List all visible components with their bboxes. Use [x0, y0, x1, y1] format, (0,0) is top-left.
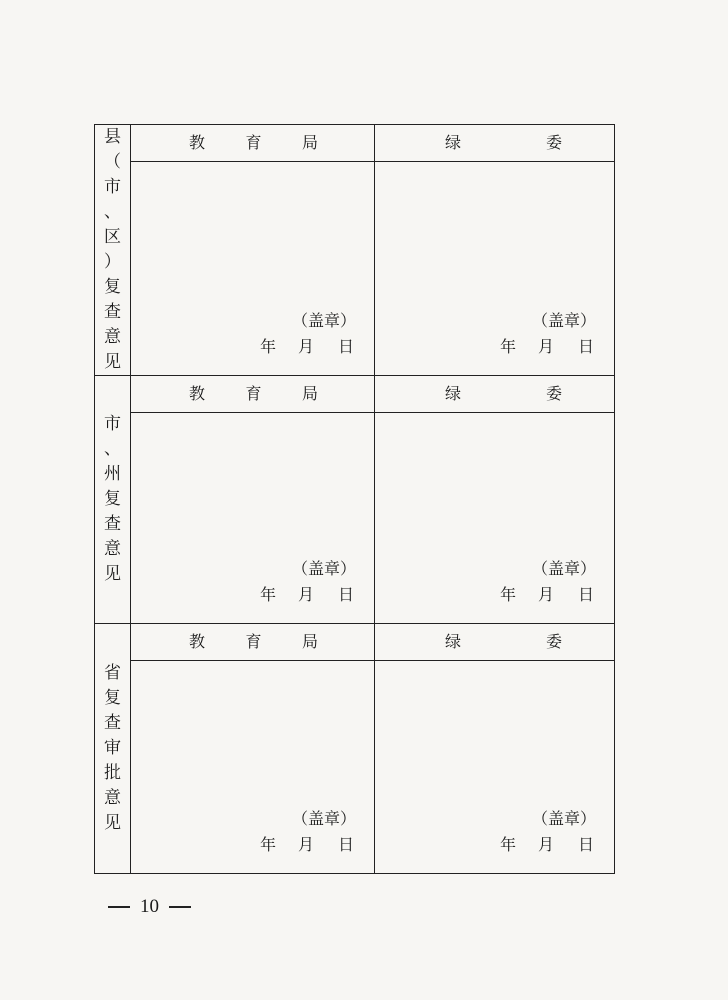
education-bureau-opinion-cell[interactable]	[131, 413, 375, 624]
section-label-char: 市	[104, 414, 121, 434]
greening-committee-header	[375, 624, 615, 661]
greening-committee-opinion-cell[interactable]	[375, 162, 615, 376]
seal-label: （盖章）	[291, 311, 356, 330]
date-year-label: 年	[259, 337, 276, 356]
date-day-label: 日	[577, 835, 594, 854]
date-line	[500, 582, 594, 605]
date-month-label: 月	[537, 337, 554, 356]
section-label-char: ）	[104, 252, 121, 272]
date-month-label: 月	[537, 585, 554, 604]
section-label-char: 审	[104, 738, 121, 758]
date-year-label: 年	[499, 337, 516, 356]
seal-label: （盖章）	[531, 809, 596, 828]
section-label-char: （	[104, 152, 121, 172]
department-name-char: 局	[301, 632, 318, 651]
date-day-label: 日	[577, 585, 594, 604]
section-label-char: 复	[104, 489, 121, 509]
section-header-row	[95, 624, 615, 661]
date-line	[500, 334, 594, 357]
date-line	[260, 334, 354, 357]
page-number-text: 10	[140, 896, 159, 917]
greening-committee-header	[375, 376, 615, 413]
greening-committee-opinion-cell[interactable]	[375, 661, 615, 874]
date-month-label: 月	[297, 337, 314, 356]
date-day-label: 日	[337, 585, 354, 604]
department-name-char: 局	[301, 384, 318, 403]
section-header-row	[95, 125, 615, 162]
page-number	[108, 896, 191, 918]
section-label-char: 意	[104, 539, 121, 559]
education-bureau-opinion-cell[interactable]	[131, 162, 375, 376]
department-name-char: 委	[545, 384, 562, 403]
department-name-char: 绿	[445, 133, 462, 153]
date-line	[500, 832, 594, 855]
section-label-char: 见	[104, 564, 121, 584]
page-number-dash-right	[169, 906, 191, 908]
review-opinion-table	[94, 124, 615, 874]
section-label	[95, 376, 131, 624]
education-bureau-header	[131, 376, 375, 413]
date-day-label: 日	[337, 337, 354, 356]
education-bureau-header	[131, 125, 375, 162]
department-name-char: 绿	[445, 384, 462, 403]
department-name-char: 教	[189, 133, 206, 153]
department-name-char: 委	[545, 133, 562, 153]
section-label-char: 意	[104, 788, 121, 808]
section-label-char: 复	[104, 688, 121, 708]
section-label-char: 意	[104, 327, 121, 347]
section-label-char: 区	[104, 227, 121, 247]
section-body-row	[95, 413, 615, 624]
department-name-char: 教	[189, 384, 206, 403]
section-label	[95, 125, 131, 376]
greening-committee-header	[375, 125, 615, 162]
department-name-char: 绿	[445, 632, 462, 651]
date-year-label: 年	[259, 835, 276, 854]
date-day-label: 日	[577, 337, 594, 356]
education-bureau-header	[131, 624, 375, 661]
section-label	[95, 624, 131, 874]
date-month-label: 月	[297, 585, 314, 604]
date-day-label: 日	[337, 835, 354, 854]
date-line	[260, 582, 354, 605]
date-year-label: 年	[499, 835, 516, 854]
seal-label: （盖章）	[531, 311, 596, 330]
section-label-char: 查	[104, 302, 121, 322]
section-body-row	[95, 661, 615, 874]
department-name-char: 教	[189, 632, 206, 651]
department-name-char: 局	[301, 133, 318, 153]
department-name-char: 育	[245, 632, 262, 651]
section-label-char: 州	[104, 464, 121, 484]
greening-committee-opinion-cell[interactable]	[375, 413, 615, 624]
seal-label: （盖章）	[531, 559, 596, 578]
page-number-dash-left	[108, 906, 130, 908]
section-label-char: 省	[104, 663, 121, 683]
section-label-char: 见	[104, 352, 121, 372]
education-bureau-opinion-cell[interactable]	[131, 661, 375, 874]
date-year-label: 年	[499, 585, 516, 604]
section-body-row	[95, 162, 615, 376]
department-name-char: 育	[245, 384, 262, 403]
section-label-char: 见	[104, 813, 121, 833]
date-year-label: 年	[259, 585, 276, 604]
section-label-char: 县	[104, 127, 121, 147]
date-month-label: 月	[297, 835, 314, 854]
seal-label: （盖章）	[291, 809, 356, 828]
department-name-char: 委	[545, 632, 562, 651]
section-label-char: 市	[104, 177, 121, 197]
section-label-char: 查	[104, 514, 121, 534]
date-line	[260, 832, 354, 855]
section-label-char: 、	[104, 202, 121, 222]
section-label-char: 批	[104, 763, 121, 783]
section-label-char: 复	[104, 277, 121, 297]
date-month-label: 月	[537, 835, 554, 854]
section-header-row	[95, 376, 615, 413]
section-label-char: 查	[104, 713, 121, 733]
department-name-char: 育	[245, 133, 262, 153]
seal-label: （盖章）	[291, 559, 356, 578]
section-label-char: 、	[104, 439, 121, 459]
